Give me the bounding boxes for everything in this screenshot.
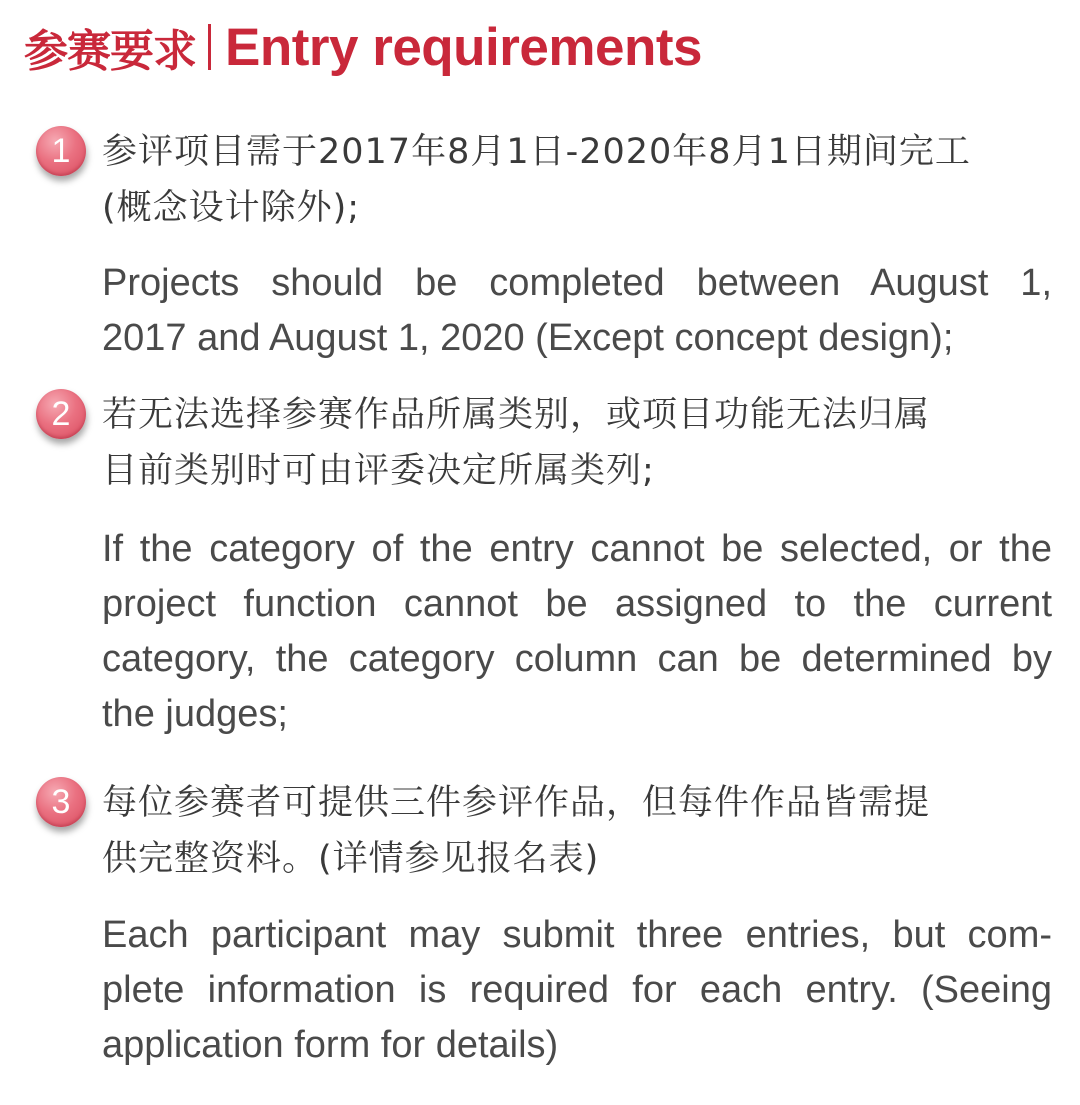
text-line: project function cannot be assigned to the current xyxy=(102,583,1052,625)
page-header xyxy=(24,14,702,80)
text-line: (概念设计除外); xyxy=(102,188,361,228)
text-line: 参评项目需于2017年8月1日-2020年8月1日期间完工 xyxy=(102,132,971,172)
title-divider xyxy=(208,24,211,70)
page-title-english: Entry requirements xyxy=(225,17,702,77)
text-line: 每位参赛者可提供三件参评作品，但每件作品皆需提 xyxy=(102,783,931,823)
text-line: the judges; xyxy=(102,693,288,735)
text-line: category, the category column can be determined by xyxy=(102,638,1052,680)
requirement-text-chinese xyxy=(102,775,1052,887)
number-badge: 3 xyxy=(36,777,86,827)
text-line: 2017 and August 1, 2020 (Except concept design); xyxy=(102,317,954,359)
text-line: Each participant may submit three entries, but com- xyxy=(102,914,1052,956)
number-badge: 1 xyxy=(36,126,86,176)
text-line: If the category of the entry cannot be selected, or the xyxy=(102,528,1052,570)
requirement-text-english xyxy=(102,908,1052,1073)
text-line: application form for details) xyxy=(102,1024,559,1066)
page-title-chinese: 参赛要求 xyxy=(24,26,196,77)
number-badge: 2 xyxy=(36,389,86,439)
text-line: 若无法选择参赛作品所属类别，或项目功能无法归属 xyxy=(102,395,931,435)
requirement-text-english xyxy=(102,256,1052,366)
text-line: 供完整资料。(详情参见报名表) xyxy=(102,839,600,879)
text-line: 目前类别时可由评委决定所属类列; xyxy=(102,451,655,491)
text-line: plete information is required for each entry. (Seeing xyxy=(102,969,1052,1011)
text-line: Projects should be completed between August 1, xyxy=(102,262,1052,304)
requirement-text-english xyxy=(102,522,1052,742)
requirement-text-chinese xyxy=(102,387,1052,499)
requirement-text-chinese xyxy=(102,124,1052,236)
